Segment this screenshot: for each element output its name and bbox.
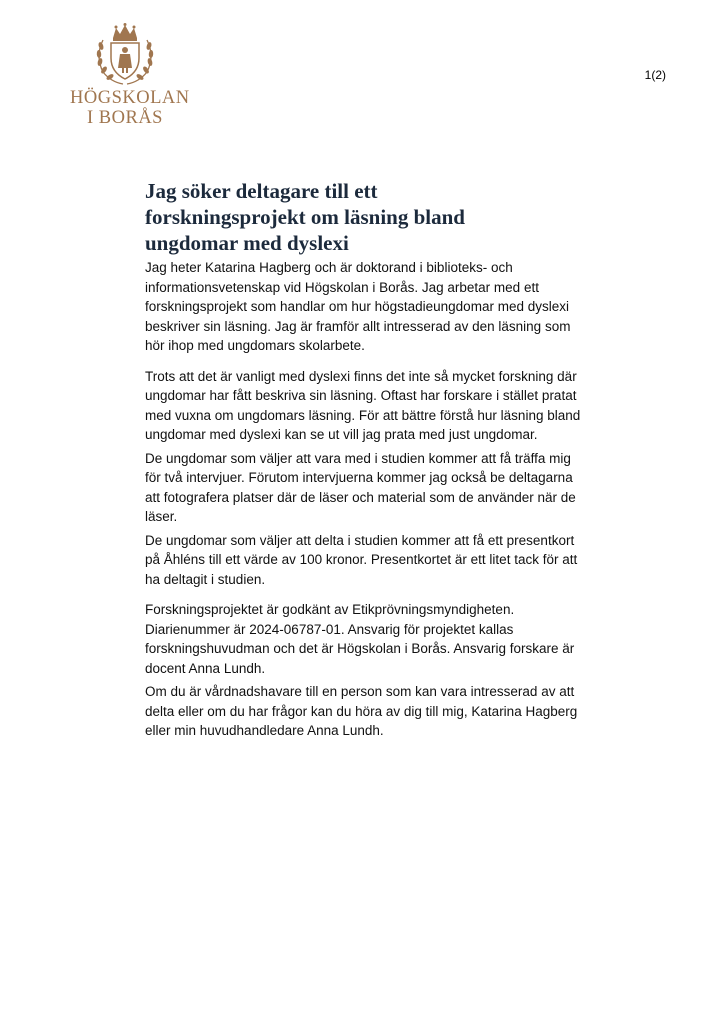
paragraph-contact: Om du är vårdnadshavare till en person som kan vara intresserad av att delta eller om du har frågor kan du höra av dig till mig, Katarina Hagberg eller min huvudhandledare Anna Lundh. bbox=[145, 684, 578, 738]
logo-text-line2: I BORÅS bbox=[87, 108, 163, 128]
paragraph-intro: Jag heter Katarina Hagberg och är doktorand i biblioteks- och informationsvetenskap vid Högskolan i Borås. Jag arbetar med ett forskningsprojekt som handlar om hur högstadieungdomar med dyslexi beskriver sin läsning. Jag är framför allt intresserad av den läsning som hör ihop med ungdomars skolarbete. bbox=[145, 260, 571, 353]
crest-icon bbox=[89, 22, 161, 88]
paragraph-interviews: De ungdomar som väljer att vara med i studien kommer att få träffa mig för två intervjuer. Förutom intervjuerna kommer jag också be deltagarna att fotografera platser där de läser och material som de använder när de läser. bbox=[145, 450, 576, 524]
logo-text-line1: HÖGSKOLAN bbox=[70, 88, 190, 108]
document-body bbox=[145, 258, 585, 741]
paragraph-background: Trots att det är vanligt med dyslexi finns det inte så mycket forskning där ungdomar har fått beskriva sin läsning. Oftast har forskare i stället pratat med vuxna om ungdomars läsning. För att bättre förstå hur läsning bland ungdomar med dyslexi kan se ut vill jag prata med just ungdomar. bbox=[145, 368, 581, 442]
paragraph-ethics-approval: Forskningsprojektet är godkänt av Etikprövningsmyndigheten. Diarienummer är 2024-06787-01. Ansvarig för projektet kallas forskningshuvudman och det är Högskolan i Borås. Ansvarig forskare är docent Anna Lundh. bbox=[145, 602, 575, 676]
paragraph-gift-card: De ungdomar som väljer att delta i studien kommer att få ett presentkort på Åhléns till ett värde av 100 kronor. Presentkortet är ett litet tack för att ha deltagit i studien. bbox=[145, 532, 578, 587]
document-title: Jag söker deltagare till ett forskningsprojekt om läsning bland ungdomar med dyslexi bbox=[145, 179, 465, 255]
page-number: 1(2) bbox=[644, 68, 666, 82]
university-logo bbox=[70, 22, 190, 128]
